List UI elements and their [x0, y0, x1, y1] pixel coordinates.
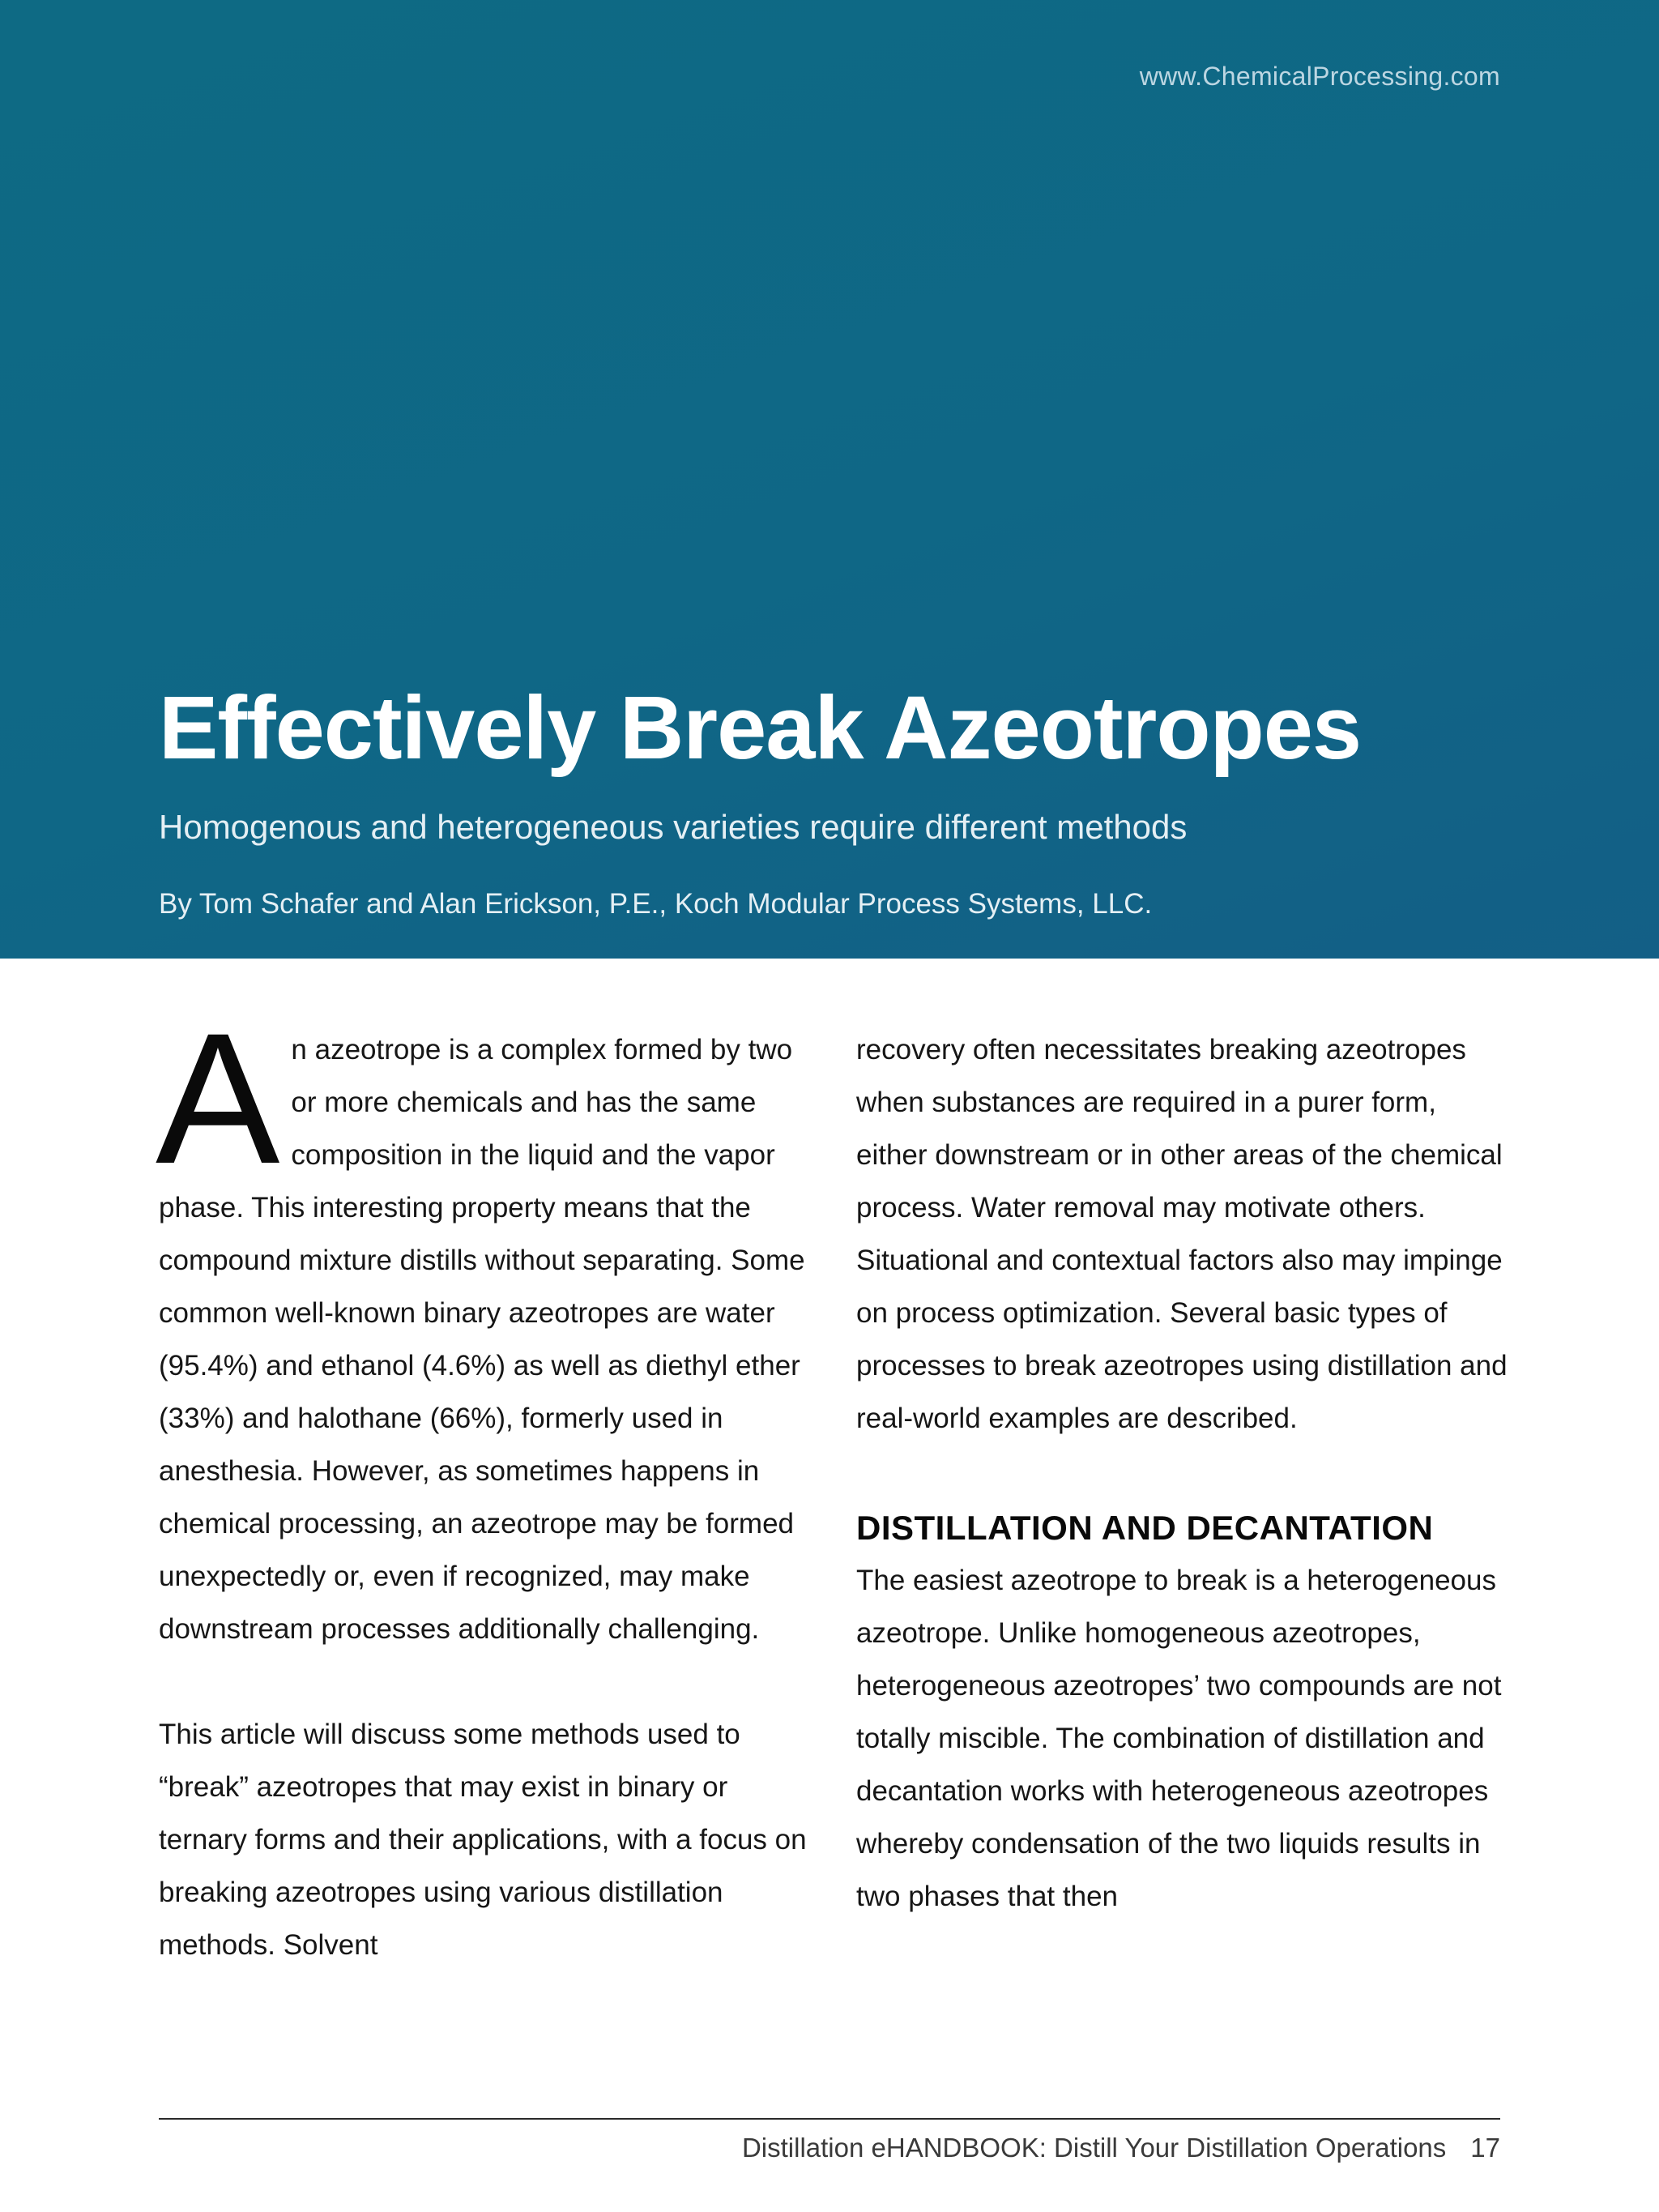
- publication-name: Distillation eHANDBOOK: Distill Your Distillation Operations: [741, 2133, 1447, 2163]
- intro-paragraph: [156, 994, 807, 1655]
- site-url[interactable]: www.ChemicalProcessing.com: [1139, 62, 1500, 91]
- body-paragraph: The easiest azeotrope to break is a heterogeneous azeotrope. Unlike homogeneous azeotropes, heterogeneous azeotropes’ two compounds are not totally miscible. The combination of distillation and decantation works with heterogeneous azeotropes whereby condensation of the two liquids results in two phases that then: [856, 1565, 1502, 1912]
- body-paragraph: This article will discuss some methods used to “break” azeotropes that may exist in binary or ternary forms and their applications, with a focus on breaking azeotropes using various distillation methods. Solvent: [159, 1719, 807, 1961]
- header-banner: [0, 0, 1659, 959]
- intro-paragraph-text: n azeotrope is a complex formed by two or more chemicals and has the same composition in the liquid and the vapor phase. This interesting property means that the compound mixture distills without separating. Some common well-known binary azeotropes are water (95.4%) and ethanol (4.6%) as well as diethyl ether (33%) and halothane (66%), formerly used in anesthesia. However, as sometimes happens in chemical processing, an azeotrope may be formed unexpectedly or, even if recognized, may make downstream processes additionally challenging.: [159, 1034, 805, 1645]
- article-byline: By Tom Schafer and Alan Erickson, P.E., Koch Modular Process Systems, LLC.: [159, 888, 1153, 920]
- drop-cap: A: [156, 994, 280, 1202]
- body-paragraph: recovery often necessitates breaking azeotropes when substances are required in a purer form, either downstream or in other areas of the chemical process. Water removal may motivate others. Situational and contextual factors also may impinge on process optimization. Several basic types of processes to break azeotropes using distillation and real-world examples are described.: [856, 1034, 1508, 1434]
- article-subtitle: Homogenous and heterogeneous varieties require different methods: [159, 808, 1188, 846]
- page-number: 17: [1470, 2133, 1500, 2163]
- page-footer: [742, 2133, 1500, 2163]
- article-column-left: [156, 994, 807, 1971]
- footer-divider: [159, 2118, 1500, 2120]
- section-heading: DISTILLATION AND DECANTATION: [856, 1509, 1434, 1547]
- article-column-right: [856, 1023, 1512, 1923]
- article-title: Effectively Break Azeotropes: [159, 678, 1362, 778]
